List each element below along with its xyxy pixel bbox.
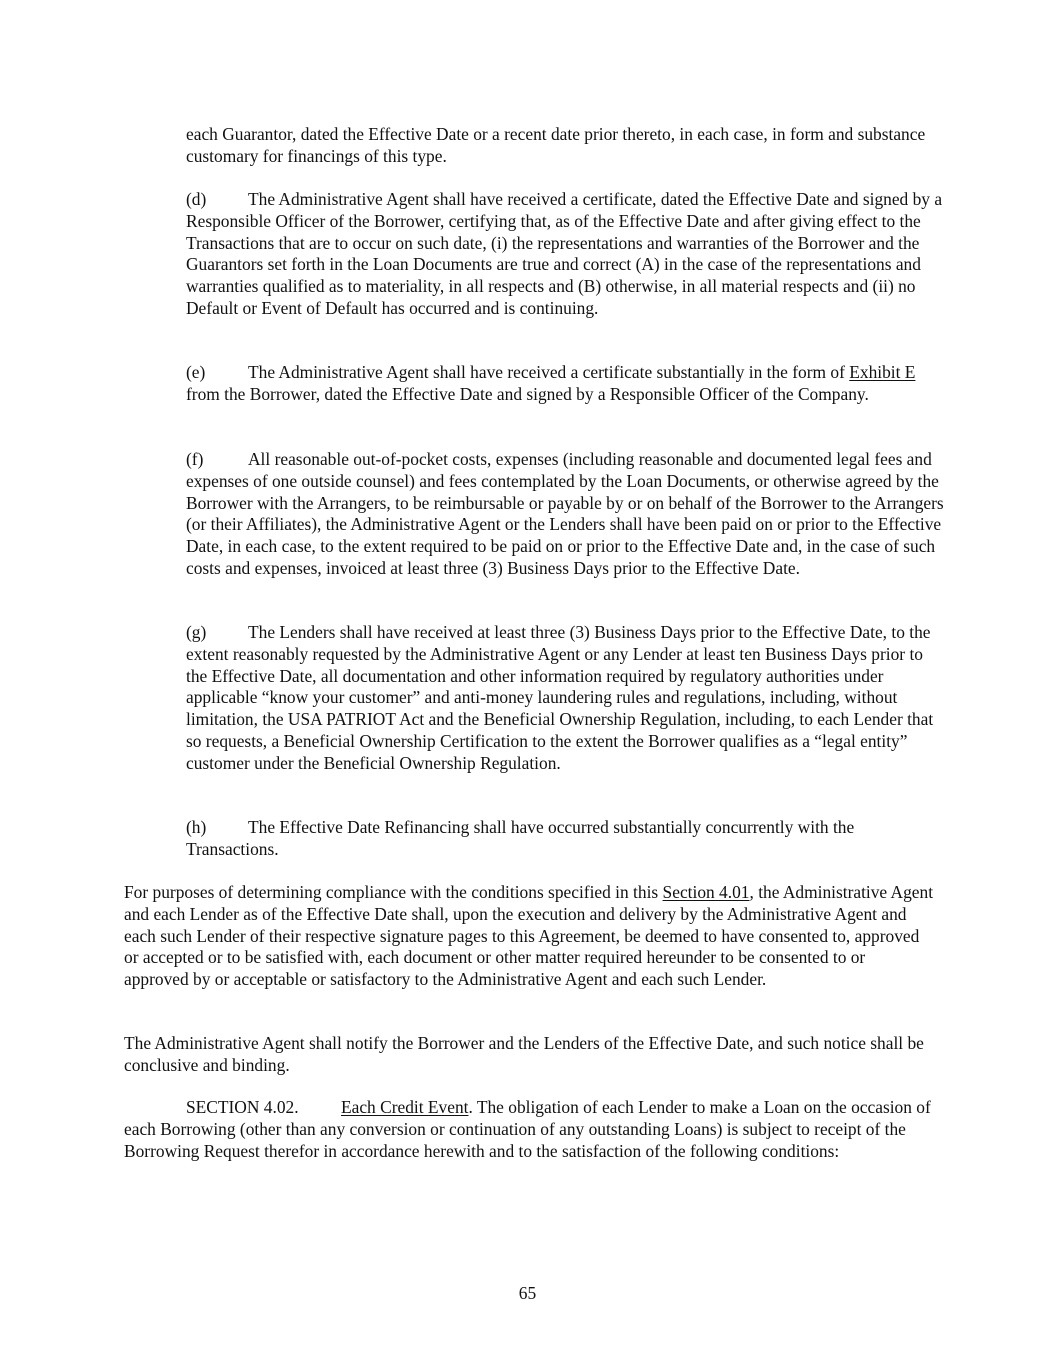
clause-e xyxy=(186,362,946,406)
section-402-paragraph xyxy=(124,1097,934,1162)
clause-f-label: (f) xyxy=(186,449,204,469)
purposes-text-after: , the Administrative Agent and each Lender as of the Effective Date shall, upon the execution and delivery by the Administrative Agent and each such Lender of their respective signature pages to this Agreement, be deemed to have consented to, approved or accepted or to be satisfied with, each document or other matter required hereunder to be consented to or approved by or acceptable or satisfactory to the Administrative Agent and each such Lender. xyxy=(124,882,934,990)
purposes-paragraph xyxy=(124,882,934,991)
clause-f-text: All reasonable out-of-pocket costs, expenses (including reasonable and documented legal fees and expenses of one outside counsel) and fees contemplated by the Loan Documents, or otherwise agreed by the Borrower with the Arrangers, to be reimbursable or payable by or on behalf of the Borrower to the Arrangers (or their Affiliates), the Administrative Agent or the Lenders shall have been paid on or prior to the Effective Date, in each case, to the extent required to be paid on or prior to the Effective Date and, in the case of such costs and expenses, invoiced at least three (3) Business Days prior to the Effective Date. xyxy=(186,449,944,578)
section-402-text: . The obligation of each Lender to make a Loan on the occasion of each Borrowing (other than any conversion or continuation of any outstanding Loans) is subject to receipt of the Borrowing Request therefor in accordance herewith and to the satisfaction of the following conditions: xyxy=(124,1097,931,1161)
purposes-text-before: For purposes of determining compliance with the conditions specified in this xyxy=(124,882,659,902)
clause-h xyxy=(186,817,946,861)
clause-e-text-before: The Administrative Agent shall have received a certificate substantially in the form of xyxy=(248,362,845,382)
clause-h-text: The Effective Date Refinancing shall have occurred substantially concurrently with the Transactions. xyxy=(186,817,855,859)
notify-paragraph: The Administrative Agent shall notify the Borrower and the Lenders of the Effective Date, and such notice shall be conclusive and binding. xyxy=(124,1033,924,1075)
clause-g xyxy=(186,622,946,775)
clause-d-label: (d) xyxy=(186,189,207,209)
clause-f xyxy=(186,449,946,580)
clause-h-label: (h) xyxy=(186,817,207,837)
page-number: 65 xyxy=(518,1283,537,1303)
clause-d xyxy=(186,189,946,320)
section-402-title: Each Credit Event xyxy=(341,1097,469,1117)
clause-g-text: The Lenders shall have received at least three (3) Business Days prior to the Effective Date, to the extent reasonably requested by the Administrative Agent or any Lender at least ten Business Days prior to the Effective Date, all documentation and other information required by regulatory authorities under applicable “know your customer” and anti-money laundering rules and regulations, including, without limitation, the USA PATRIOT Act and the Beneficial Ownership Regulation, including, to each Lender that so requests, a Beneficial Ownership Certification to the extent the Borrower qualifies as a “legal entity” customer under the Beneficial Ownership Regulation. xyxy=(186,622,934,773)
clause-e-text-after: from the Borrower, dated the Effective Date and signed by a Responsible Officer of the Company. xyxy=(186,383,869,404)
section-401-reference: Section 4.01 xyxy=(662,882,750,902)
clause-e-label: (e) xyxy=(186,362,206,382)
exhibit-e-reference: Exhibit E xyxy=(849,362,916,382)
clause-g-label: (g) xyxy=(186,622,207,642)
section-402-number: SECTION 4.02. xyxy=(186,1097,299,1117)
continuation-paragraph: each Guarantor, dated the Effective Date or a recent date prior thereto, in each case, in form and substance customary for financings of this type. xyxy=(186,124,926,166)
clause-d-text: The Administrative Agent shall have received a certificate, dated the Effective Date and signed by a Responsible Officer of the Borrower, certifying that, as of the Effective Date and after giving effect to the Transactions that are to occur on such date, (i) the representations and warranties of the Borrower and the Guarantors set forth in the Loan Documents are true and correct (A) in the case of the representations and warranties qualified as to materiality, in all respects and (B) otherwise, in all material respects and (ii) no Default or Event of Default has occurred and is continuing. xyxy=(186,189,943,318)
